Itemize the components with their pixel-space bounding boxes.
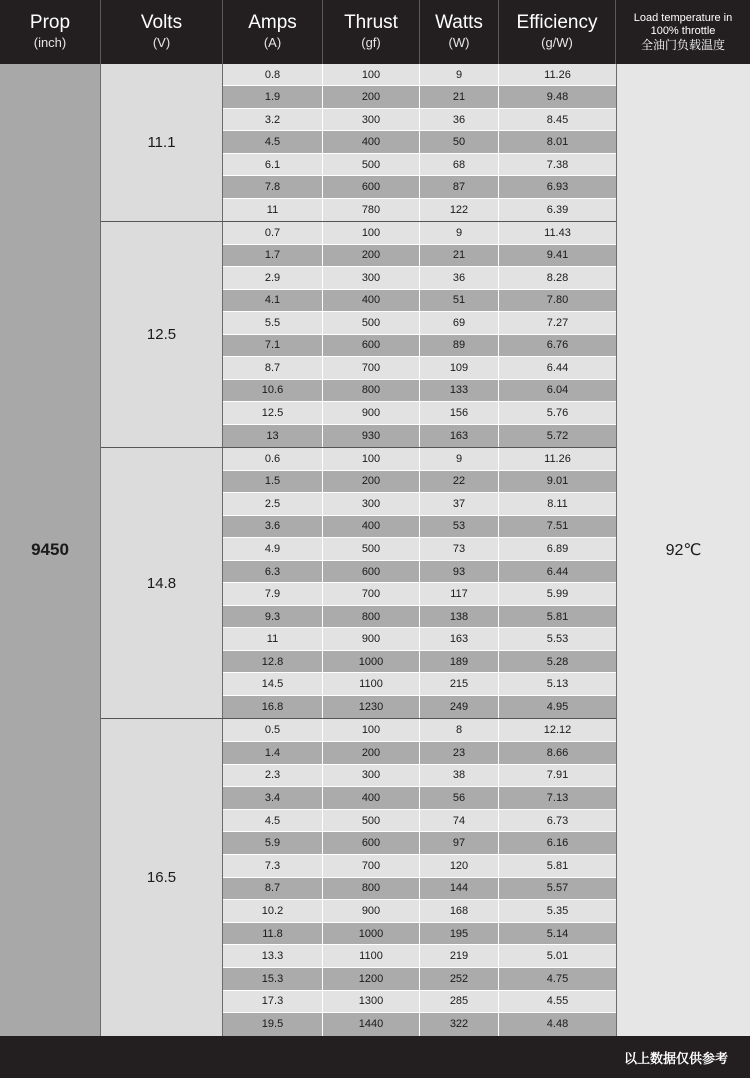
efficiency-cell: 6.04	[546, 384, 569, 397]
table-row	[223, 1013, 616, 1036]
header-watts-title: Watts	[435, 12, 483, 33]
thrust-cell: 300	[323, 109, 420, 130]
watts-cell: 156	[420, 402, 499, 424]
amps-cell: 16.8	[223, 696, 323, 719]
amps-cell: 3.6	[223, 516, 323, 538]
measurement-rows	[223, 64, 616, 221]
watts-cell: 73	[420, 538, 499, 560]
thrust-cell: 300	[323, 493, 420, 515]
thrust-cell: 900	[323, 402, 420, 424]
efficiency-cell: 7.27	[546, 316, 569, 329]
amps-cell: 4.1	[223, 290, 323, 312]
thrust-cell: 400	[323, 516, 420, 538]
header-temp-line1: Load temperature in	[633, 11, 733, 24]
efficiency-cell: 6.39	[546, 203, 569, 216]
amps-cell: 9.3	[223, 606, 323, 628]
efficiency-cell: 7.91	[546, 769, 569, 782]
thrust-cell: 1000	[323, 651, 420, 673]
header-efficiency	[499, 0, 616, 64]
header-prop	[0, 0, 101, 64]
watts-cell: 23	[420, 742, 499, 764]
voltage-group	[101, 719, 616, 1035]
amps-cell: 1.7	[223, 245, 323, 267]
table-row	[223, 606, 616, 629]
efficiency-cell: 6.44	[546, 565, 569, 578]
thrust-cell: 1200	[323, 968, 420, 990]
voltage-group	[101, 448, 616, 719]
watts-cell: 21	[420, 86, 499, 107]
table-row	[223, 742, 616, 765]
watts-cell: 37	[420, 493, 499, 515]
watts-cell: 93	[420, 561, 499, 583]
watts-cell: 249	[420, 696, 499, 719]
measurement-rows	[223, 448, 616, 718]
efficiency-cell: 5.76	[546, 406, 569, 419]
watts-cell: 89	[420, 335, 499, 357]
efficiency-cell: 4.95	[546, 701, 569, 714]
table-row	[223, 493, 616, 516]
efficiency-cell: 5.35	[546, 904, 569, 917]
table-row	[223, 154, 616, 176]
thrust-cell: 600	[323, 335, 420, 357]
amps-cell: 15.3	[223, 968, 323, 990]
watts-cell: 117	[420, 583, 499, 605]
header-efficiency-title: Efficiency	[516, 12, 598, 33]
thrust-cell: 400	[323, 787, 420, 809]
efficiency-cell: 11.43	[544, 226, 571, 239]
amps-cell: 6.1	[223, 154, 323, 175]
efficiency-cell: 5.13	[546, 678, 569, 691]
table-row	[223, 425, 616, 448]
table-row	[223, 787, 616, 810]
table-row	[223, 719, 616, 742]
efficiency-cell: 5.28	[546, 655, 569, 668]
thrust-cell: 400	[323, 131, 420, 152]
header-efficiency-unit: (g/W)	[541, 35, 573, 50]
table-row	[223, 290, 616, 313]
efficiency-cell: 5.72	[546, 429, 569, 442]
amps-cell: 19.5	[223, 1013, 323, 1036]
volts-value: 14.8	[101, 448, 223, 718]
amps-cell: 7.8	[223, 176, 323, 197]
table-row	[223, 673, 616, 696]
amps-cell: 2.5	[223, 493, 323, 515]
header-temperature	[616, 0, 750, 64]
watts-cell: 22	[420, 471, 499, 493]
header-amps	[223, 0, 323, 64]
watts-cell: 21	[420, 245, 499, 267]
header-amps-title: Amps	[248, 12, 297, 33]
table-row	[223, 176, 616, 198]
prop-value: 9450	[0, 64, 101, 1036]
table-row	[223, 380, 616, 403]
table-body	[0, 64, 750, 1036]
table-row	[223, 335, 616, 358]
watts-cell: 9	[420, 448, 499, 470]
watts-cell: 36	[420, 267, 499, 289]
table-row	[223, 832, 616, 855]
table-row	[223, 357, 616, 380]
thrust-cell: 800	[323, 878, 420, 900]
efficiency-cell: 8.01	[546, 136, 569, 149]
header-temp-line2: 100% throttle	[650, 24, 716, 37]
watts-cell: 138	[420, 606, 499, 628]
thrust-cell: 600	[323, 176, 420, 197]
amps-cell: 12.5	[223, 402, 323, 424]
thrust-cell: 900	[323, 900, 420, 922]
watts-cell: 38	[420, 765, 499, 787]
watts-cell: 120	[420, 855, 499, 877]
watts-cell: 322	[420, 1013, 499, 1036]
thrust-cell: 800	[323, 606, 420, 628]
efficiency-cell: 8.11	[547, 497, 568, 510]
thrust-cell: 100	[323, 222, 420, 244]
watts-cell: 87	[420, 176, 499, 197]
table-header	[0, 0, 750, 64]
table-row	[223, 64, 616, 86]
efficiency-cell: 7.13	[546, 791, 569, 804]
thrust-cell: 300	[323, 765, 420, 787]
watts-cell: 53	[420, 516, 499, 538]
header-watts-unit: (W)	[448, 35, 470, 50]
watts-cell: 133	[420, 380, 499, 402]
header-volts-unit: (V)	[152, 35, 171, 50]
header-temp-line3: 全油门负载温度	[640, 37, 725, 52]
watts-cell: 8	[420, 719, 499, 741]
watts-cell: 74	[420, 810, 499, 832]
efficiency-cell: 9.01	[546, 475, 569, 488]
header-volts	[101, 0, 223, 64]
table-row	[223, 267, 616, 290]
table-row	[223, 628, 616, 651]
efficiency-cell: 8.28	[546, 271, 569, 284]
efficiency-cell: 6.93	[546, 180, 569, 193]
efficiency-cell: 5.99	[546, 588, 569, 601]
voltage-group	[101, 222, 616, 448]
amps-cell: 5.5	[223, 312, 323, 334]
amps-cell: 2.9	[223, 267, 323, 289]
table-row	[223, 923, 616, 946]
table-row	[223, 651, 616, 674]
thrust-cell: 700	[323, 583, 420, 605]
efficiency-cell: 11.26	[544, 452, 571, 465]
efficiency-cell: 4.48	[546, 1018, 569, 1031]
voltage-groups	[101, 64, 616, 1036]
thrust-cell: 780	[323, 199, 420, 221]
efficiency-cell: 6.73	[546, 814, 569, 827]
volts-value: 16.5	[101, 719, 223, 1035]
thrust-cell: 200	[323, 245, 420, 267]
thrust-cell: 500	[323, 810, 420, 832]
efficiency-cell: 6.89	[546, 543, 569, 555]
thrust-cell: 100	[323, 719, 420, 741]
header-thrust	[323, 0, 420, 64]
measurement-rows	[223, 719, 616, 1035]
amps-cell: 0.5	[223, 719, 323, 741]
thrust-cell: 930	[323, 425, 420, 448]
watts-cell: 252	[420, 968, 499, 990]
table-row	[223, 561, 616, 584]
thrust-cell: 200	[323, 471, 420, 493]
efficiency-cell: 7.80	[546, 294, 569, 307]
thrust-cell: 500	[323, 538, 420, 560]
table-row	[223, 696, 616, 719]
header-volts-title: Volts	[140, 12, 183, 33]
table-row	[223, 810, 616, 833]
watts-cell: 50	[420, 131, 499, 152]
thrust-cell: 200	[323, 86, 420, 107]
amps-cell: 3.4	[223, 787, 323, 809]
thrust-cell: 700	[323, 855, 420, 877]
amps-cell: 8.7	[223, 878, 323, 900]
header-amps-unit: (A)	[263, 35, 282, 50]
amps-cell: 7.9	[223, 583, 323, 605]
thrust-cell: 1440	[323, 1013, 420, 1036]
watts-cell: 51	[420, 290, 499, 312]
volts-value: 11.1	[101, 64, 223, 221]
thrust-cell: 500	[323, 312, 420, 334]
thrust-cell: 600	[323, 832, 420, 854]
table-row	[223, 471, 616, 494]
amps-cell: 4.5	[223, 131, 323, 152]
amps-cell: 11.8	[223, 923, 323, 945]
table-row	[223, 538, 616, 561]
amps-cell: 10.2	[223, 900, 323, 922]
amps-cell: 6.3	[223, 561, 323, 583]
table-row	[223, 402, 616, 425]
amps-cell: 0.6	[223, 448, 323, 470]
table-row	[223, 878, 616, 901]
efficiency-cell: 5.57	[546, 882, 569, 895]
amps-cell: 8.7	[223, 357, 323, 379]
amps-cell: 17.3	[223, 991, 323, 1013]
efficiency-cell: 7.51	[546, 520, 569, 533]
watts-cell: 56	[420, 787, 499, 809]
efficiency-cell: 6.76	[546, 339, 569, 352]
table-row	[223, 199, 616, 221]
watts-cell: 97	[420, 832, 499, 854]
table-row	[223, 448, 616, 471]
watts-cell: 285	[420, 991, 499, 1013]
thrust-cell: 500	[323, 154, 420, 175]
table-row	[223, 131, 616, 153]
efficiency-cell: 12.12	[543, 724, 572, 737]
header-prop-title: Prop	[29, 12, 71, 33]
efficiency-cell: 4.75	[546, 972, 569, 985]
measurement-rows	[223, 222, 616, 447]
thrust-cell: 400	[323, 290, 420, 312]
amps-cell: 11	[223, 628, 323, 650]
efficiency-cell: 5.01	[546, 950, 569, 963]
table-row	[223, 968, 616, 991]
amps-cell: 1.5	[223, 471, 323, 493]
efficiency-cell: 6.16	[546, 837, 569, 850]
amps-cell: 4.9	[223, 538, 323, 560]
volts-value: 12.5	[101, 222, 223, 447]
table-row	[223, 991, 616, 1014]
thrust-cell: 1300	[323, 991, 420, 1013]
header-prop-unit: (inch)	[33, 35, 67, 50]
watts-cell: 168	[420, 900, 499, 922]
watts-cell: 9	[420, 222, 499, 244]
efficiency-cell: 8.45	[546, 113, 569, 126]
efficiency-cell: 11.26	[544, 68, 571, 81]
footer-note: 以上数据仅供参考	[623, 1051, 728, 1067]
amps-cell: 13.3	[223, 945, 323, 967]
table-row	[223, 516, 616, 539]
amps-cell: 5.9	[223, 832, 323, 854]
header-thrust-unit: (gf)	[361, 35, 381, 50]
thrust-cell: 1100	[323, 945, 420, 967]
table-row	[223, 765, 616, 788]
watts-cell: 189	[420, 651, 499, 673]
thrust-cell: 1000	[323, 923, 420, 945]
efficiency-cell: 5.14	[546, 927, 569, 940]
header-thrust-title: Thrust	[344, 12, 398, 33]
watts-cell: 163	[420, 425, 499, 448]
efficiency-cell: 5.81	[546, 610, 569, 623]
thrust-cell: 1230	[323, 696, 420, 719]
amps-cell: 13	[223, 425, 323, 448]
thrust-cell: 100	[323, 448, 420, 470]
footer	[0, 1036, 750, 1078]
amps-cell: 3.2	[223, 109, 323, 130]
thrust-cell: 200	[323, 742, 420, 764]
efficiency-cell: 5.81	[546, 859, 569, 872]
thrust-cell: 300	[323, 267, 420, 289]
watts-cell: 9	[420, 64, 499, 85]
table-row	[223, 945, 616, 968]
efficiency-cell: 9.48	[546, 91, 569, 104]
thrust-cell: 900	[323, 628, 420, 650]
amps-cell: 7.3	[223, 855, 323, 877]
table-row	[223, 583, 616, 606]
amps-cell: 11	[223, 199, 323, 221]
watts-cell: 36	[420, 109, 499, 130]
table-row	[223, 312, 616, 335]
thrust-cell: 800	[323, 380, 420, 402]
watts-cell: 68	[420, 154, 499, 175]
efficiency-cell: 8.66	[546, 746, 569, 759]
table-row	[223, 245, 616, 268]
amps-cell: 0.8	[223, 64, 323, 85]
amps-cell: 10.6	[223, 380, 323, 402]
thrust-cell: 600	[323, 561, 420, 583]
watts-cell: 195	[420, 923, 499, 945]
amps-cell: 14.5	[223, 673, 323, 695]
amps-cell: 7.1	[223, 335, 323, 357]
watts-cell: 122	[420, 199, 499, 221]
watts-cell: 109	[420, 357, 499, 379]
table-row	[223, 222, 616, 245]
table-row	[223, 109, 616, 131]
thrust-cell: 1100	[323, 673, 420, 695]
efficiency-cell: 9.41	[546, 249, 569, 262]
amps-cell: 0.7	[223, 222, 323, 244]
amps-cell: 12.8	[223, 651, 323, 673]
amps-cell: 2.3	[223, 765, 323, 787]
temperature-value: 92℃	[616, 64, 750, 1036]
amps-cell: 4.5	[223, 810, 323, 832]
thrust-cell: 100	[323, 64, 420, 85]
efficiency-cell: 7.38	[546, 158, 569, 171]
efficiency-cell: 4.55	[546, 995, 569, 1008]
thrust-cell: 700	[323, 357, 420, 379]
table-row	[223, 86, 616, 108]
watts-cell: 219	[420, 945, 499, 967]
efficiency-cell: 5.53	[546, 633, 569, 646]
amps-cell: 1.4	[223, 742, 323, 764]
table-row	[223, 855, 616, 878]
voltage-group	[101, 64, 616, 222]
watts-cell: 163	[420, 628, 499, 650]
header-watts	[420, 0, 499, 64]
watts-cell: 215	[420, 673, 499, 695]
amps-cell: 1.9	[223, 86, 323, 107]
watts-cell: 69	[420, 312, 499, 334]
efficiency-cell: 6.44	[546, 361, 569, 374]
watts-cell: 144	[420, 878, 499, 900]
table-row	[223, 900, 616, 923]
